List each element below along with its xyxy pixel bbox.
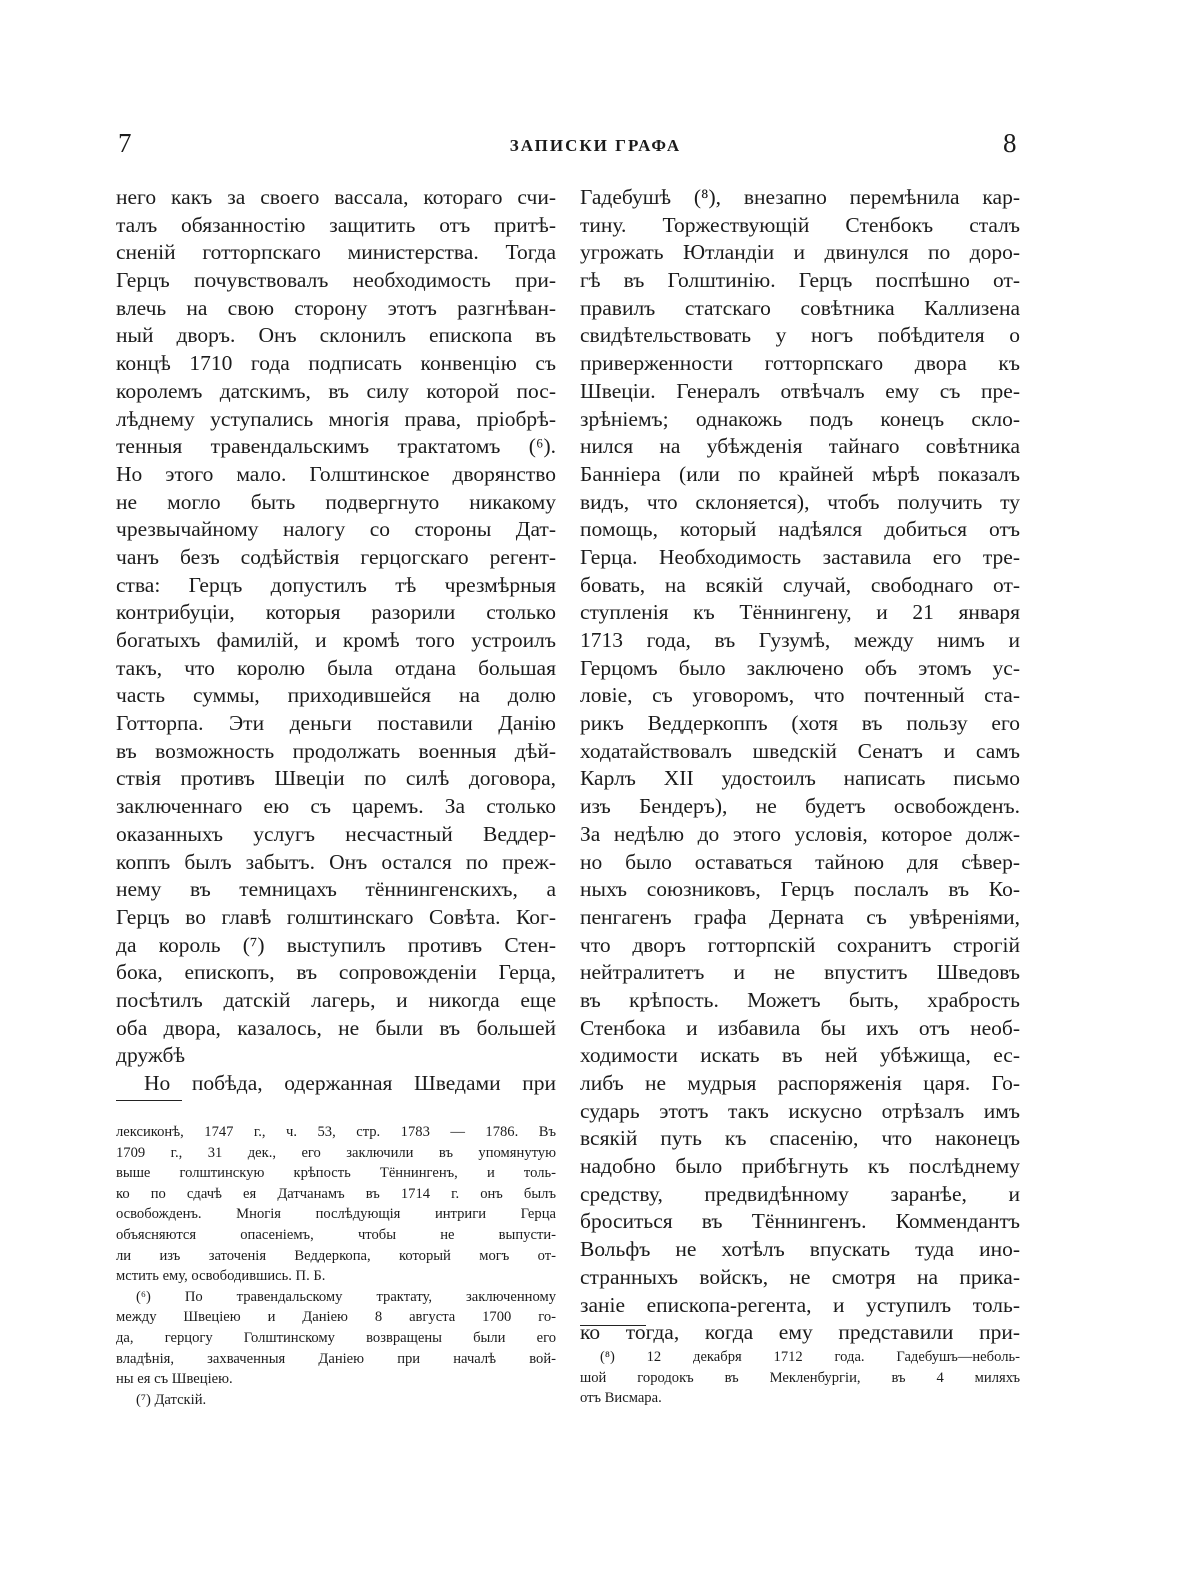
text-line: заніе епископа-регента, и уступилъ толь-: [580, 1292, 1020, 1317]
footnote-line: объясняются опасеніемъ, чтобы не выпусти-: [116, 1226, 556, 1243]
text-line: богатыхъ фамилій, и кромѣ того устроилъ: [116, 628, 556, 652]
text-line: средству, предвидѣнному заранѣе, и: [580, 1181, 1020, 1206]
text-line: часть суммы, приходившейся на долю: [116, 683, 556, 708]
footnote-rule-left: [116, 1100, 182, 1101]
text-line: надобно было прибѣгнуть къ послѣднему: [580, 1154, 1020, 1179]
text-line: Стенбока и избавила бы ихъ отъ необ-: [580, 1015, 1020, 1040]
footnote-line: ко по сдачѣ ея Датчанамъ въ 1714 г. онъ былъ: [116, 1185, 556, 1202]
text-line: ствія противъ Швеціи по силѣ договора,: [116, 766, 556, 791]
footnote-6-line: ны ея съ Швеціею.: [116, 1371, 233, 1388]
text-line: Банніера (или по крайней мѣрѣ показалъ: [580, 461, 1020, 486]
text-line: ступленія къ Тённингену, и 21 января: [580, 600, 1020, 625]
footnote-line: выше голштинскую крѣпость Тённингенъ, и толь-: [116, 1165, 556, 1182]
footnote-8-line: (⁸) 12 декабря 1712 года. Гадебушъ—неболь-: [600, 1349, 1020, 1365]
text-line: Гадебушѣ (⁸), внезапно перемѣнила кар-: [580, 185, 1020, 209]
footnotes-right: [580, 1347, 1020, 1409]
text-line: рикъ Веддеркоппъ (хотя въ пользу его: [580, 711, 1020, 736]
text-line: ныхъ союзниковъ, Герцъ послалъ въ Ко-: [580, 877, 1020, 902]
footnote-rule-right: [580, 1325, 646, 1326]
text-line: чанъ безъ содѣйствія герцогскаго регент-: [116, 544, 556, 569]
text-line: Швеціи. Генералъ отвѣчалъ ему съ пре-: [580, 378, 1020, 403]
text-line: Герцъ почувствовалъ необходимость при-: [116, 268, 556, 293]
text-line: Вольфъ не хотѣлъ впускать туда ино-: [580, 1237, 1020, 1262]
text-line: сненій готторпскаго министерства. Тогда: [116, 240, 556, 265]
text-line: бовать, на всякій случай, свободнаго от-: [580, 572, 1020, 597]
text-line: помощь, который надѣялся добиться отъ: [580, 517, 1020, 542]
text-line: оказанныхъ услугъ несчастный Веддер-: [116, 821, 556, 846]
text-line: ства: Герцъ допустилъ тѣ чрезмѣрныя: [116, 572, 556, 597]
footnote-line: освобожденъ. Многія послѣдующія интриги Герца: [116, 1206, 556, 1223]
text-line: гѣ въ Голштинію. Герцъ поспѣшно от-: [580, 268, 1020, 293]
footnote-line: мстить ему, освободившись. П. Б.: [116, 1268, 326, 1285]
text-line: ходимости искать въ ней убѣжища, ес-: [580, 1043, 1020, 1068]
footnote-line: 1709 г., 31 дек., его заключили въ упомянутую: [116, 1144, 556, 1161]
text-line: что дворъ готторпскій сохранитъ строгій: [580, 932, 1020, 957]
text-line: но было оставаться тайною для сѣвер-: [580, 849, 1020, 874]
text-line: ходатайствовалъ шведскій Сенатъ и самъ: [580, 738, 1020, 763]
footnote-line: ли изъ заточенія Веддеркопа, который могъ от-: [116, 1247, 556, 1264]
footnote-6-line: между Швеціею и Даніею 8 августа 1700 го-: [116, 1309, 556, 1326]
text-line: такъ, что королю была отдана большая: [116, 655, 556, 680]
text-line: не могло быть подвергнуто никакому: [116, 489, 556, 514]
page-number-right: 8: [1003, 128, 1017, 158]
text-line: коппъ былъ забытъ. Онъ остался по преж-: [116, 849, 556, 874]
footnotes-left: [116, 1122, 556, 1410]
text-line: влечь на свою сторону этотъ разгнѣван-: [116, 295, 556, 320]
text-line: да король (⁷) выступилъ противъ Стен-: [116, 932, 556, 957]
text-line: Готторпа. Эти деньги поставили Данію: [116, 711, 556, 736]
paragraph-start-line: Но побѣда, одержанная Шведами при: [144, 1071, 556, 1095]
footnote-6-line: да, герцогу Голштинскому возвращены были его: [116, 1329, 556, 1346]
text-line: Герца. Необходимость заставила его тре-: [580, 544, 1020, 569]
text-line: 1713 года, въ Гузумѣ, между нимъ и: [580, 628, 1020, 652]
text-line: сударь этотъ такъ искусно отрѣзалъ имъ: [580, 1098, 1020, 1123]
text-line: Карлъ XII удостоилъ написать письмо: [580, 766, 1020, 791]
text-line: правилъ статскаго совѣтника Каллизена: [580, 295, 1020, 320]
right-text-column: [580, 184, 1020, 1347]
text-line: броситься въ Тённингенъ. Коммендантъ: [580, 1209, 1020, 1234]
text-line: зрѣніемъ; однакожь подъ конецъ скло-: [580, 406, 1020, 431]
text-line: За недѣлю до этого условія, которое долж-: [580, 821, 1020, 846]
text-line: видъ, что склоняется), чтобъ получить ту: [580, 489, 1020, 514]
footnote-line: лексиконѣ, 1747 г., ч. 53, стр. 1783 — 1786. Въ: [116, 1124, 556, 1140]
page-number-left: 7: [118, 128, 132, 158]
text-line: него какъ за своего вассала, котораго счи-: [116, 185, 556, 209]
footnote-7: (⁷) Датскій.: [136, 1391, 207, 1408]
text-line: угрожать Ютландіи и двинулся по доро-: [580, 240, 1020, 265]
footnote-6-line: владѣнія, захваченныя Даніею при началѣ вой-: [116, 1350, 556, 1367]
text-line: въ крѣпость. Можетъ быть, храбрость: [580, 987, 1020, 1012]
text-line: чрезвычайному налогу со стороны Дат-: [116, 517, 556, 542]
text-line: Герцомъ было заключено объ этомъ ус-: [580, 655, 1020, 680]
text-line: заключеннаго ею съ царемъ. За столько: [116, 794, 556, 819]
footnote-6-line: (⁶) По травендальскому трактату, заключенному: [136, 1288, 556, 1305]
text-line: бока, епископъ, въ сопровожденіи Герца,: [116, 960, 556, 985]
text-line: талъ обязанностію защитить отъ притѣ-: [116, 212, 556, 237]
text-line: нился на убѣжденія тайнаго совѣтника: [580, 434, 1020, 459]
running-header-title: ЗАПИСКИ ГРАФА: [509, 136, 682, 155]
text-line: нему въ темницахъ тённингенскихъ, а: [116, 877, 556, 902]
text-line: Но этого мало. Голштинское дворянство: [116, 461, 556, 486]
text-line: изъ Бендеръ), не будетъ освобожденъ.: [580, 794, 1020, 819]
text-line: дружбѣ: [116, 1043, 186, 1068]
text-line: ловіе, съ уговоромъ, что почтенный ста-: [580, 683, 1020, 708]
text-line: свидѣтельствовать у ногъ побѣдителя о: [580, 323, 1020, 348]
text-line: тину. Торжествующій Стенбокъ сталъ: [580, 212, 1020, 237]
text-line: нейтралитетъ и не впуститъ Шведовъ: [580, 960, 1020, 985]
footnote-8-line: шой городокъ въ Мекленбургіи, въ 4 миляхъ: [580, 1369, 1020, 1386]
left-text-column: [116, 184, 556, 1098]
text-line: приверженности готторпскаго двора къ: [580, 351, 1020, 376]
text-line: королемъ датскимъ, въ силу которой пос-: [116, 378, 556, 403]
text-line: пенгагенъ графа Дерната съ увѣреніями,: [580, 904, 1020, 929]
text-line: контрибуціи, которыя разорили столько: [116, 600, 556, 625]
text-line: лѣднему уступались многія права, пріобрѣ-: [116, 406, 556, 431]
text-line: ко тогда, когда ему представили при-: [580, 1320, 1020, 1345]
text-line: концѣ 1710 года подписать конвенцію съ: [116, 351, 556, 376]
text-line: оба двора, казалось, не были въ большей: [116, 1015, 556, 1040]
text-line: въ возможность продолжать военныя дѣй-: [116, 738, 556, 763]
text-line: посѣтилъ датскій лагерь, и никогда еще: [116, 987, 556, 1012]
text-line: странныхъ войскъ, не смотря на прика-: [580, 1264, 1020, 1289]
text-line: ный дворъ. Онъ склонилъ епископа въ: [116, 323, 556, 348]
text-line: либъ не мудрыя распоряженія царя. Го-: [580, 1071, 1020, 1095]
text-line: всякій путь къ спасенію, что наконецъ: [580, 1126, 1020, 1151]
text-line: тенныя травендальскимъ трактатомъ (⁶).: [116, 434, 556, 459]
text-line: Герцъ во главѣ голштинскаго Совѣта. Ког-: [116, 904, 556, 929]
footnote-8-line: отъ Висмара.: [580, 1390, 662, 1407]
